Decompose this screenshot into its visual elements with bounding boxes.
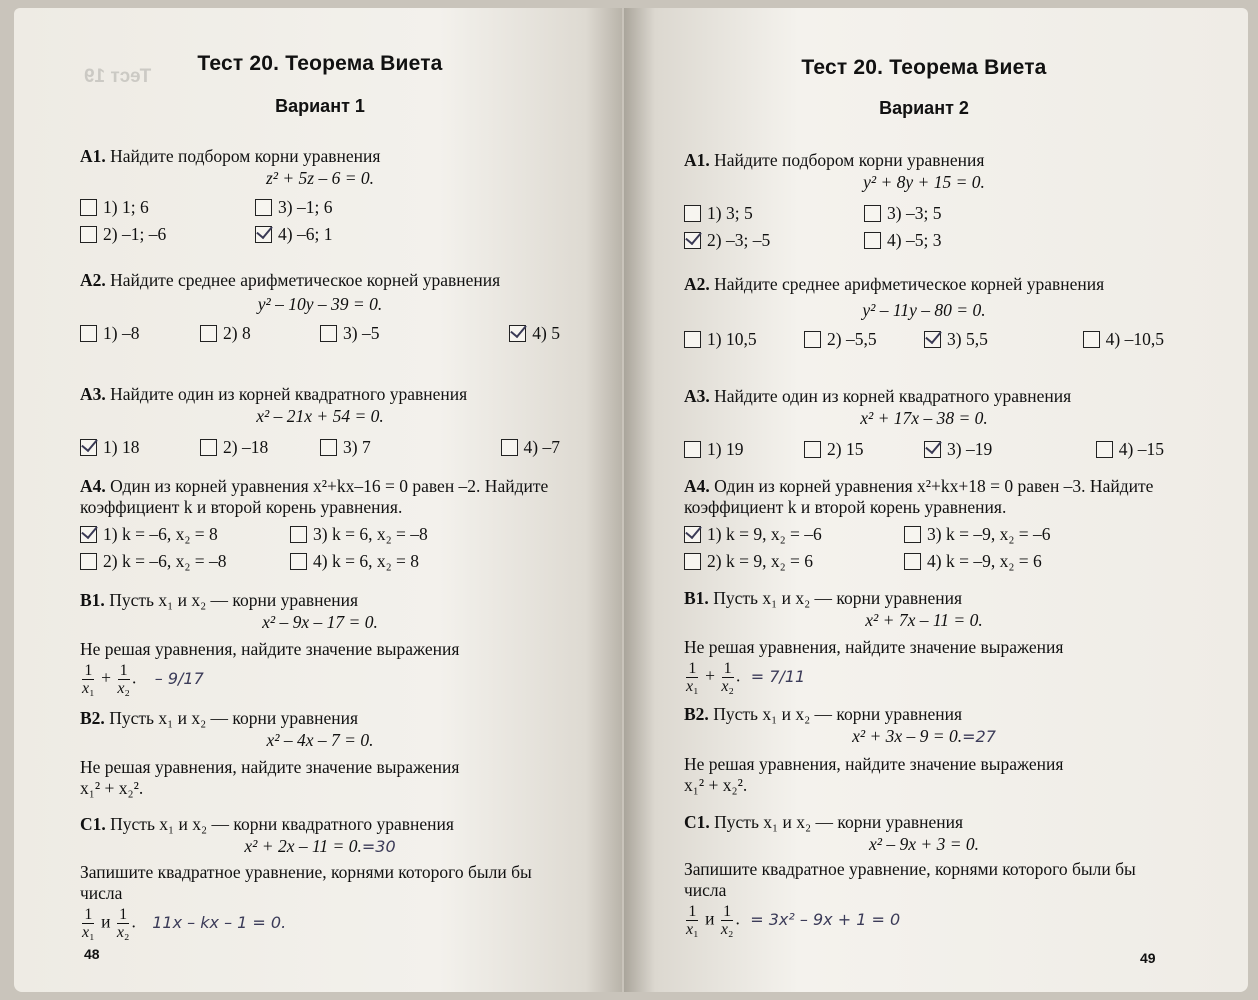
question-text: Найдите подбором корни уравнения bbox=[714, 150, 985, 170]
question-text: Запишите квадратное уравнение, корнями которого были бы числа bbox=[80, 862, 532, 903]
option-label: 3) 7 bbox=[343, 437, 371, 457]
question-label: В1. bbox=[684, 588, 709, 608]
answer-option[interactable] bbox=[684, 551, 904, 572]
equation: x² + 3x – 9 = 0. bbox=[852, 726, 963, 746]
answer-option[interactable] bbox=[290, 551, 500, 572]
answer-checkbox[interactable] bbox=[684, 331, 701, 348]
question-text: Один из корней уравнения x²+kx+18 = 0 равен –3. Найдите коэффициент k и второй корень уравнения. bbox=[684, 476, 1154, 517]
question-b1 bbox=[80, 590, 560, 697]
answer-option[interactable] bbox=[684, 439, 804, 460]
option-label: 3) k = 6, x₂ = –8 bbox=[313, 524, 428, 544]
answer-option[interactable] bbox=[864, 203, 1044, 224]
option-label: 4) –6; 1 bbox=[278, 224, 333, 244]
equation: x² + 2x – 11 = 0. bbox=[244, 836, 362, 856]
equation: x² – 4x – 7 = 0. bbox=[266, 730, 374, 750]
question-text: Найдите подбором корни уравнения bbox=[110, 146, 381, 166]
answer-option[interactable] bbox=[924, 439, 1044, 460]
answer-checkbox[interactable] bbox=[80, 199, 97, 216]
question-a4 bbox=[684, 476, 1164, 572]
question-label: В1. bbox=[80, 590, 105, 610]
answer-option[interactable] bbox=[864, 230, 1044, 251]
answer-option[interactable] bbox=[320, 323, 440, 344]
expression: $\frac{1}{\text{x₁}}$ + $\frac{1}{\text{x₂}}$ . = 7/11 bbox=[686, 660, 806, 695]
answer-option[interactable] bbox=[255, 197, 430, 218]
answer-option[interactable] bbox=[684, 329, 804, 350]
question-text: Пусть x₁ и x₂ — корни уравнения bbox=[713, 704, 963, 724]
option-label: 2) 8 bbox=[223, 323, 251, 343]
expression: $\frac{1}{\text{x₁}}$ и $\frac{1}{\text{x₂}}$ . 11x – kx – 1 = 0. bbox=[82, 906, 287, 941]
question-a2 bbox=[684, 274, 1164, 350]
option-label: 4) –5; 3 bbox=[887, 230, 942, 250]
option-label: 2) k = 9, x₂ = 6 bbox=[707, 551, 814, 571]
answer-option[interactable] bbox=[1083, 329, 1164, 350]
question-label: С1. bbox=[684, 812, 710, 832]
equation: z² + 5z – 6 = 0. bbox=[265, 168, 375, 188]
equation-row bbox=[684, 725, 1164, 748]
question-a3 bbox=[80, 384, 560, 458]
answer-option[interactable] bbox=[80, 551, 290, 572]
answer-checkbox[interactable] bbox=[501, 439, 518, 456]
question-a4 bbox=[80, 476, 560, 572]
answer-checkbox[interactable] bbox=[864, 205, 881, 222]
question-label: С1. bbox=[80, 814, 106, 834]
option-label: 2) –3; –5 bbox=[707, 230, 771, 250]
option-label: 4) –10,5 bbox=[1105, 329, 1164, 349]
variant-title: Вариант 1 bbox=[275, 96, 365, 116]
answer-checkbox[interactable] bbox=[804, 331, 821, 348]
equation: x² – 21x + 54 = 0. bbox=[256, 406, 384, 426]
option-label: 4) k = –9, x₂ = 6 bbox=[927, 551, 1042, 571]
left-page bbox=[14, 8, 622, 992]
question-label: А1. bbox=[80, 146, 106, 166]
answer-option[interactable] bbox=[80, 224, 255, 245]
question-label: А2. bbox=[80, 270, 106, 290]
equation: x² – 9x + 3 = 0. bbox=[868, 834, 980, 854]
question-label: А4. bbox=[80, 476, 106, 496]
question-b2 bbox=[80, 708, 560, 799]
answer-checkbox[interactable] bbox=[509, 325, 526, 342]
question-label: А1. bbox=[684, 150, 710, 170]
expression: $\frac{1}{\text{x₁}}$ + $\frac{1}{\text{x₂}}$ . – 9/17 bbox=[82, 662, 204, 697]
equation: x² + 17x – 38 = 0. bbox=[860, 408, 988, 428]
answer-option[interactable] bbox=[200, 323, 320, 344]
option-label: 3) –3; 5 bbox=[887, 203, 942, 223]
option-label: 1) 3; 5 bbox=[707, 203, 753, 223]
equation: y² + 8y + 15 = 0. bbox=[863, 172, 985, 192]
answer-checkbox[interactable] bbox=[320, 439, 337, 456]
answer-option[interactable] bbox=[924, 329, 1044, 350]
question-text: Пусть x₁ и x₂ — корни квадратного уравнения bbox=[110, 814, 454, 834]
question-b2 bbox=[684, 704, 1164, 796]
question-label: А3. bbox=[684, 386, 710, 406]
answer-option[interactable] bbox=[904, 524, 1124, 545]
right-page bbox=[624, 8, 1248, 992]
handwritten-answer: – 9/17 bbox=[154, 668, 204, 688]
option-label: 4) –15 bbox=[1118, 439, 1164, 459]
answer-option[interactable] bbox=[1096, 439, 1164, 460]
question-text: Пусть x₁ и x₂ — корни уравнения bbox=[714, 812, 964, 832]
answer-option[interactable] bbox=[904, 551, 1124, 572]
question-text: Не решая уравнения, найдите значение выражения bbox=[80, 639, 460, 659]
answer-option[interactable] bbox=[80, 437, 200, 458]
answer-option[interactable] bbox=[684, 203, 864, 224]
equation-row bbox=[80, 835, 560, 858]
option-label: 1) k = –6, x₂ = 8 bbox=[103, 524, 218, 544]
answer-option[interactable] bbox=[80, 197, 255, 218]
answer-checkbox[interactable] bbox=[80, 439, 97, 456]
question-label: А3. bbox=[80, 384, 106, 404]
option-label: 1) 18 bbox=[103, 437, 140, 457]
answer-checkbox[interactable] bbox=[904, 553, 921, 570]
bleed-through-text: Тест 19 bbox=[84, 66, 152, 87]
question-a1 bbox=[80, 146, 560, 245]
handwritten-answer: 11x – kx – 1 = 0. bbox=[152, 912, 287, 932]
answer-option[interactable] bbox=[320, 437, 440, 458]
answer-checkbox[interactable] bbox=[200, 439, 217, 456]
option-label: 1) 1; 6 bbox=[103, 197, 149, 217]
option-label: 3) –1; 6 bbox=[278, 197, 333, 217]
option-label: 4) k = 6, x₂ = 8 bbox=[313, 551, 420, 571]
answer-checkbox[interactable] bbox=[200, 325, 217, 342]
expression: x₁² + x₂². bbox=[684, 775, 748, 795]
question-c1 bbox=[80, 814, 560, 941]
question-text: Пусть x₁ и x₂ — корни уравнения bbox=[713, 588, 963, 608]
option-label: 2) k = –6, x₂ = –8 bbox=[103, 551, 227, 571]
answer-checkbox[interactable] bbox=[684, 441, 701, 458]
answer-checkbox[interactable] bbox=[924, 331, 941, 348]
answer-checkbox[interactable] bbox=[684, 205, 701, 222]
page-number: 49 bbox=[1140, 950, 1156, 966]
question-text: Найдите один из корней квадратного уравнения bbox=[110, 384, 468, 404]
option-label: 1) 19 bbox=[707, 439, 744, 459]
conjunction: и bbox=[101, 911, 111, 932]
option-label: 2) –1; –6 bbox=[103, 224, 167, 244]
option-label: 4) –7 bbox=[523, 437, 560, 457]
page-number: 48 bbox=[84, 946, 100, 962]
question-text: Запишите квадратное уравнение, корнями которого были бы числа bbox=[684, 859, 1136, 900]
answer-checkbox[interactable] bbox=[1083, 331, 1100, 348]
question-text: Не решая уравнения, найдите значение выражения bbox=[80, 757, 460, 777]
answer-checkbox[interactable] bbox=[1096, 441, 1113, 458]
option-label: 3) 5,5 bbox=[947, 329, 988, 349]
answer-option[interactable] bbox=[255, 224, 430, 245]
answer-option[interactable] bbox=[684, 230, 864, 251]
answer-option[interactable] bbox=[509, 323, 560, 344]
answer-checkbox[interactable] bbox=[290, 526, 307, 543]
expression: $\frac{1}{\text{x₁}}$ и $\frac{1}{\text{x₂}}$ . = 3x² – 9x + 1 = 0 bbox=[686, 903, 901, 938]
answer-checkbox[interactable] bbox=[255, 226, 272, 243]
question-text: Найдите среднее арифметическое корней уравнения bbox=[110, 270, 501, 290]
question-text: Не решая уравнения, найдите значение выражения bbox=[684, 637, 1064, 657]
answer-option[interactable] bbox=[200, 437, 320, 458]
question-label: В2. bbox=[684, 704, 709, 724]
answer-option[interactable] bbox=[290, 524, 500, 545]
answer-checkbox[interactable] bbox=[80, 226, 97, 243]
answer-option[interactable] bbox=[684, 524, 904, 545]
option-label: 1) –8 bbox=[103, 323, 140, 343]
question-a3 bbox=[684, 386, 1164, 460]
handwritten-answer: = 7/11 bbox=[750, 666, 806, 686]
question-text: Один из корней уравнения x²+kx–16 = 0 равен –2. Найдите коэффициент k и второй корень уравнения. bbox=[80, 476, 549, 517]
question-text: Найдите среднее арифметическое корней уравнения bbox=[714, 274, 1105, 294]
page-title: Тест 20. Теорема Виета bbox=[197, 52, 443, 75]
answer-checkbox[interactable] bbox=[290, 553, 307, 570]
answer-checkbox[interactable] bbox=[80, 325, 97, 342]
question-label: В2. bbox=[80, 708, 105, 728]
question-text: Не решая уравнения, найдите значение выражения bbox=[684, 754, 1064, 774]
answer-option[interactable] bbox=[804, 439, 924, 460]
question-b1 bbox=[684, 588, 1164, 695]
option-label: 4) 5 bbox=[532, 323, 560, 343]
handwritten-note: =30 bbox=[361, 837, 396, 856]
answer-checkbox[interactable] bbox=[255, 199, 272, 216]
option-label: 2) 15 bbox=[827, 439, 864, 459]
answer-checkbox[interactable] bbox=[320, 325, 337, 342]
answer-checkbox[interactable] bbox=[80, 526, 97, 543]
question-text: Пусть x₁ и x₂ — корни уравнения bbox=[109, 590, 359, 610]
page-title: Тест 20. Теорема Виета bbox=[801, 56, 1047, 79]
option-label: 3) –5 bbox=[343, 323, 380, 343]
option-label: 3) k = –9, x₂ = –6 bbox=[927, 524, 1051, 544]
answer-checkbox[interactable] bbox=[684, 526, 701, 543]
answer-checkbox[interactable] bbox=[904, 526, 921, 543]
answer-option[interactable] bbox=[80, 323, 200, 344]
equation: y² – 11y – 80 = 0. bbox=[862, 300, 986, 320]
answer-option[interactable] bbox=[501, 437, 560, 458]
answer-checkbox[interactable] bbox=[924, 441, 941, 458]
answer-checkbox[interactable] bbox=[80, 553, 97, 570]
option-label: 2) –5,5 bbox=[827, 329, 877, 349]
answer-checkbox[interactable] bbox=[864, 232, 881, 249]
answer-checkbox[interactable] bbox=[684, 553, 701, 570]
variant-title: Вариант 2 bbox=[879, 98, 969, 118]
conjunction: и bbox=[705, 908, 715, 929]
option-label: 1) 10,5 bbox=[707, 329, 757, 349]
question-text: Пусть x₁ и x₂ — корни уравнения bbox=[109, 708, 359, 728]
equation: x² – 9x – 17 = 0. bbox=[262, 612, 378, 632]
equation: y² – 10y – 39 = 0. bbox=[257, 294, 383, 314]
question-a1 bbox=[684, 150, 1164, 251]
answer-checkbox[interactable] bbox=[684, 232, 701, 249]
handwritten-answer: = 3x² – 9x + 1 = 0 bbox=[750, 909, 901, 929]
expression: x₁² + x₂². bbox=[80, 778, 144, 798]
question-label: А2. bbox=[684, 274, 710, 294]
equation: x² + 7x – 11 = 0. bbox=[865, 610, 983, 630]
question-a2 bbox=[80, 270, 560, 344]
answer-option[interactable] bbox=[804, 329, 924, 350]
option-label: 3) –19 bbox=[947, 439, 993, 459]
answer-checkbox[interactable] bbox=[804, 441, 821, 458]
option-label: 2) –18 bbox=[223, 437, 269, 457]
option-label: 1) k = 9, x₂ = –6 bbox=[707, 524, 822, 544]
question-c1 bbox=[684, 812, 1164, 938]
question-text: Найдите один из корней квадратного уравнения bbox=[714, 386, 1072, 406]
answer-option[interactable] bbox=[80, 524, 290, 545]
handwritten-note: =27 bbox=[962, 727, 996, 746]
question-label: А4. bbox=[684, 476, 710, 496]
